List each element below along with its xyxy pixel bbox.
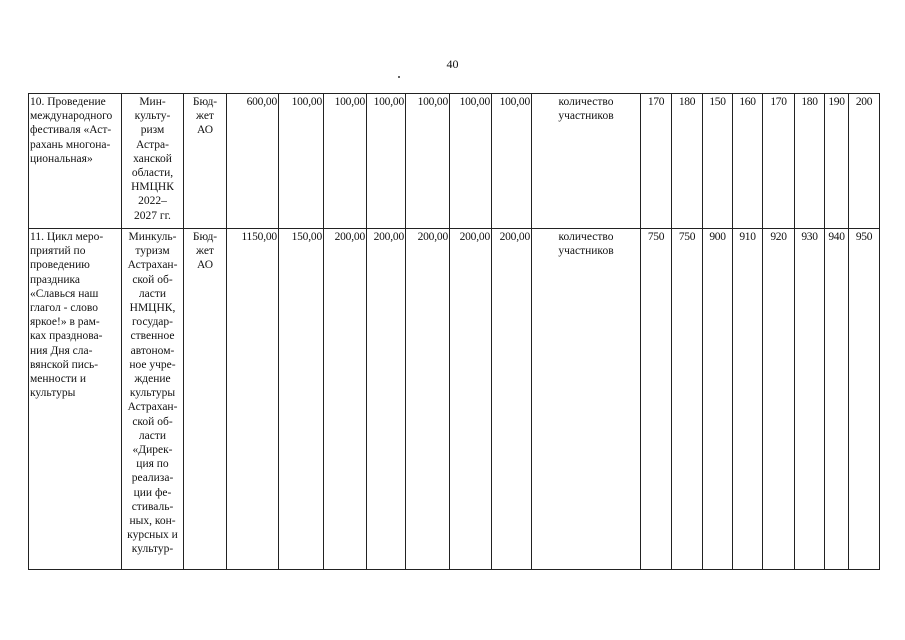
responsible-cell-line: культуры [129,387,176,400]
responsible-cell-line: реализа- [131,472,174,485]
indicator-cell-line: количество [558,96,614,108]
event-name-cell-line: глагол - слово [30,302,99,315]
responsible-cell-line: ской об- [132,415,173,428]
event-name-cell-line: приятий по [30,245,86,258]
indicator-value-cell: 150 [703,94,733,229]
indicator-cell-line: участников [558,245,614,258]
indicator-value-cell: 920 [763,229,795,570]
funding-source-cell-line: жет [196,245,214,258]
indicator-value-cell: 900 [703,229,733,570]
funding-source-cell [184,94,227,229]
funding-source-cell [184,229,227,570]
event-name-cell-line: культуры [30,387,76,400]
responsible-cell [122,94,184,229]
year-amount-cell: 100,00 [367,94,406,229]
stray-dot-mark [398,76,400,78]
event-name-cell [29,94,122,229]
page-number: 40 [446,57,459,71]
table-row [29,229,880,570]
event-name-cell-line: менности и [30,373,87,386]
event-name-cell-line: циональная» [30,152,93,165]
event-name-cell-line: проведению [30,259,90,272]
indicator-value-cell: 170 [763,94,795,229]
event-name-cell-line: яркое!» в рам- [30,316,100,329]
responsible-cell-line: туризм [135,245,170,258]
responsible-cell-line: ных, кон- [129,515,176,528]
funding-source-cell-line: Бюд- [192,231,218,243]
indicator-cell-line: участников [558,110,614,123]
program-table [28,93,880,570]
event-name-cell [29,229,122,570]
year-amount-cell: 100,00 [324,94,367,229]
responsible-cell-line: области, [131,167,174,180]
indicator-value-cell: 170 [641,94,672,229]
year-amount-cell: 200,00 [367,229,406,570]
responsible-cell-line: культур- [131,543,174,556]
responsible-cell-line: ласти [138,429,167,442]
responsible-cell-line: ской об- [132,273,173,286]
event-name-cell-line: ках празднова- [30,330,103,343]
total-amount-cell: 1150,00 [227,229,279,570]
year-amount-cell: 200,00 [492,229,532,570]
indicator-cell-line: количество [558,231,614,243]
year-amount-cell: 150,00 [279,229,324,570]
responsible-cell-line: ждение [134,373,171,386]
indicator-value-cell: 190 [825,94,849,229]
event-name-cell-line: фестиваля «Аст- [30,124,112,137]
responsible-cell-line: автоном- [130,344,175,357]
indicator-value-cell: 910 [733,229,763,570]
responsible-cell-line: ция по [136,458,169,471]
responsible-cell [122,229,184,570]
year-amount-cell: 200,00 [406,229,450,570]
year-amount-cell: 200,00 [450,229,492,570]
responsible-cell-line: ное учре- [129,358,176,371]
indicator-cell [532,94,641,229]
indicator-value-cell: 940 [825,229,849,570]
responsible-cell-line: Астрахан- [127,259,178,272]
responsible-cell-line: 2027 гг. [134,209,171,222]
event-name-cell-line: ния Дня сла- [30,344,93,357]
event-name-cell-line: 10. Проведение [30,96,106,108]
responsible-cell-line: государ- [132,316,173,329]
indicator-value-cell: 750 [672,229,703,570]
funding-source-cell-line: Бюд- [192,96,218,108]
indicator-value-cell: 180 [672,94,703,229]
event-name-cell-line: «Славься наш [30,287,99,300]
event-name-cell-line: 11. Цикл меро- [30,231,104,243]
funding-source-cell-line: АО [196,124,214,137]
event-name-cell-line: праздника [30,273,81,286]
event-name-cell-line: вянской пись- [30,358,99,371]
indicator-value-cell: 750 [641,229,672,570]
responsible-cell-line: 2022– [138,195,167,208]
responsible-cell-line: ции фе- [133,486,172,499]
responsible-cell-line: Минкуль- [128,231,177,243]
event-name-cell-line: международного [30,110,113,123]
event-name-cell-line: рахань многона- [30,138,111,151]
responsible-cell-line: Астра- [136,138,169,151]
funding-source-cell-line: АО [196,259,214,272]
indicator-value-cell: 160 [733,94,763,229]
responsible-cell-line: ризм [140,124,165,137]
responsible-cell-line: Мин- [139,96,166,108]
year-amount-cell: 100,00 [450,94,492,229]
funding-source-cell-line: жет [196,110,214,123]
indicator-value-cell: 180 [795,94,825,229]
indicator-value-cell: 200 [849,94,880,229]
indicator-cell [532,229,641,570]
responsible-cell-line: ласти [138,287,167,300]
year-amount-cell: 100,00 [406,94,450,229]
responsible-cell-line: курсных и [127,529,178,542]
indicator-value-cell: 950 [849,229,880,570]
responsible-cell-line: «Дирек- [132,444,173,457]
responsible-cell-line: НМЦНК, [129,302,176,315]
year-amount-cell: 100,00 [492,94,532,229]
indicator-value-cell: 930 [795,229,825,570]
responsible-cell-line: ственное [130,330,175,343]
responsible-cell-line: Астрахан- [127,401,178,414]
total-amount-cell: 600,00 [227,94,279,229]
year-amount-cell: 100,00 [279,94,324,229]
year-amount-cell: 200,00 [324,229,367,570]
responsible-cell-line: культу- [134,110,171,123]
responsible-cell-line: НМЦНК [131,181,174,194]
table-row [29,94,880,229]
responsible-cell-line: ханской [133,152,172,165]
responsible-cell-line: стиваль- [131,500,174,513]
